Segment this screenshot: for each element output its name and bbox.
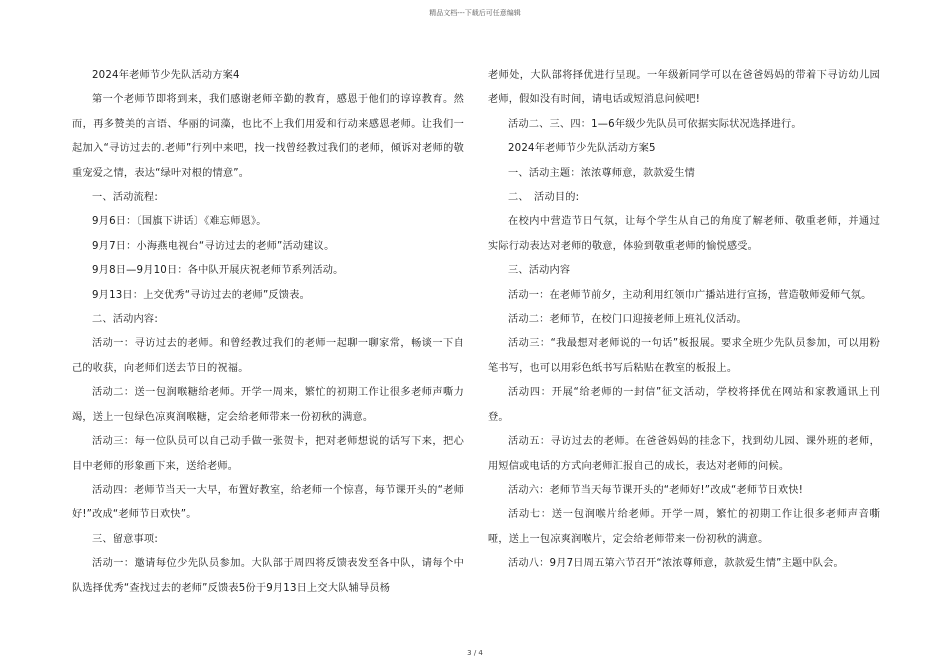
intro-paragraph: 第一个老师节即将到来，我们感谢老师辛勤的教育，感恩于他们的谆谆教育。然而，再多赞美的言语、华丽的词藻，也比不上我们用爱和行动来感恩老师。让我们一起加入“寻访过去的.老师”行列中来吧，找一找曾经教过我们的老师，倾诉对老师的敬重宠爱之情，表达“绿叶对根的情意”。 [72, 94, 464, 179]
activity-paragraph: 活动四：开展“给老师的一封信”征文活动，学校将择优在网站和家教通讯上刊登。 [488, 387, 880, 423]
section-heading-notes: 三、留意事项: [92, 533, 158, 545]
activity-paragraph: 活动六：老师节当天每节课开头的“老师好!”改成“老师节日欢快! [508, 484, 804, 496]
activity-paragraph: 活动一：在老师节前夕，主动利用红领巾广播站进行宣扬，营造敬师爱师气氛。 [508, 289, 872, 301]
activity-paragraph: 活动四：老师节当天一大早，布置好教室，给老师一个惊喜，每节课开头的“老师好!”改成“老师节日欢快”。 [72, 484, 464, 521]
process-item: 9月8日—9月10日：各中队开展庆祝老师节系列活动。 [92, 265, 344, 277]
notes-paragraph: 活动一：邀请每位少先队员参加。大队部于周四将反馈表发至各中队，请每个中队选择优秀“查找过去的老师”反馈表5份于9月13日上交大队辅导员杨 [72, 558, 464, 594]
purpose-heading: 二、 活动目的: [508, 192, 580, 204]
content-heading: 三、活动内容 [508, 265, 571, 277]
process-item: 9月13日：上交优秀“寻访过去的老师”反馈表。 [92, 289, 310, 301]
activity-paragraph: 活动三：“我最想对老师说的一句话”板报展。要求全班少先队员参加，可以用粉笔书写，也可以用彩色纸书写后粘贴在教室的板报上。 [488, 338, 880, 374]
process-item: 9月7日：小海燕电视台“寻访过去的老师”活动建议。 [92, 240, 335, 252]
doc-title-4: 2024年老师节少先队活动方案4 [92, 70, 240, 81]
activity-paragraph: 活动五：寻访过去的老师。在爸爸妈妈的挂念下，找到幼儿园、课外班的老师，用短信或电话的方式向老师汇报自己的成长，表达对老师的问候。 [488, 436, 880, 472]
section-heading-process: 一、活动流程: [92, 192, 158, 204]
activity-paragraph: 活动七：送一包润喉片给老师。开学一周，繁忙的初期工作让很多老师声音嘶哑，送上一包凉爽润喉片，定会给老师带来一份初秋的满意。 [488, 509, 880, 545]
section-heading-content: 二、活动内容: [92, 314, 158, 326]
notes-paragraph: 活动二、三、四：1—6年级少先队员可依据实际状况选择进行。 [508, 118, 802, 130]
continued-paragraph: 老师处，大队部将择优进行呈现。一年级新同学可以在爸爸妈妈的带着下寻访幼儿园老师，假如没有时间，请电话或短消息问候吧! [488, 70, 880, 106]
activity-paragraph: 活动一：寻访过去的老师。和曾经教过我们的老师一起聊一聊家常，畅谈一下自己的收获，向老师们送去节日的祝福。 [72, 338, 464, 374]
doc-title-5: 2024年老师节少先队活动方案5 [508, 143, 656, 155]
page-header: 精品文档---下载后可任意编辑 [429, 9, 521, 17]
activity-paragraph: 活动八：9月7日周五第六节召开“浓浓尊师意，款款爱生情”主题中队会。 [508, 558, 844, 570]
right-column [488, 64, 880, 577]
process-item: 9月6日：〔国旗下讲话〕《难忘师恩》。 [92, 216, 267, 228]
page-number: 3 / 4 [467, 649, 483, 657]
left-column [72, 64, 464, 601]
theme-heading: 一、活动主题：浓浓尊师意，款款爱生情 [508, 167, 695, 179]
activity-paragraph: 活动三：每一位队员可以自己动手做一张贺卡，把对老师想说的话写下来，把心目中老师的形象画下来，送给老师。 [72, 436, 464, 472]
activity-paragraph: 活动二：送一包润喉糖给老师。开学一周来，繁忙的初期工作让很多老师声嘶力竭，送上一包绿色凉爽润喉糖，定会给老师带来一份初秋的满意。 [72, 387, 464, 423]
purpose-paragraph: 在校内中营造节日气氛，让每个学生从自己的角度了解老师、敬重老师，并通过实际行动表达对老师的敬意，体验到敬重老师的愉悦感受。 [488, 216, 880, 252]
activity-paragraph: 活动二：老师节，在校门口迎接老师上班礼仪活动。 [508, 314, 747, 326]
